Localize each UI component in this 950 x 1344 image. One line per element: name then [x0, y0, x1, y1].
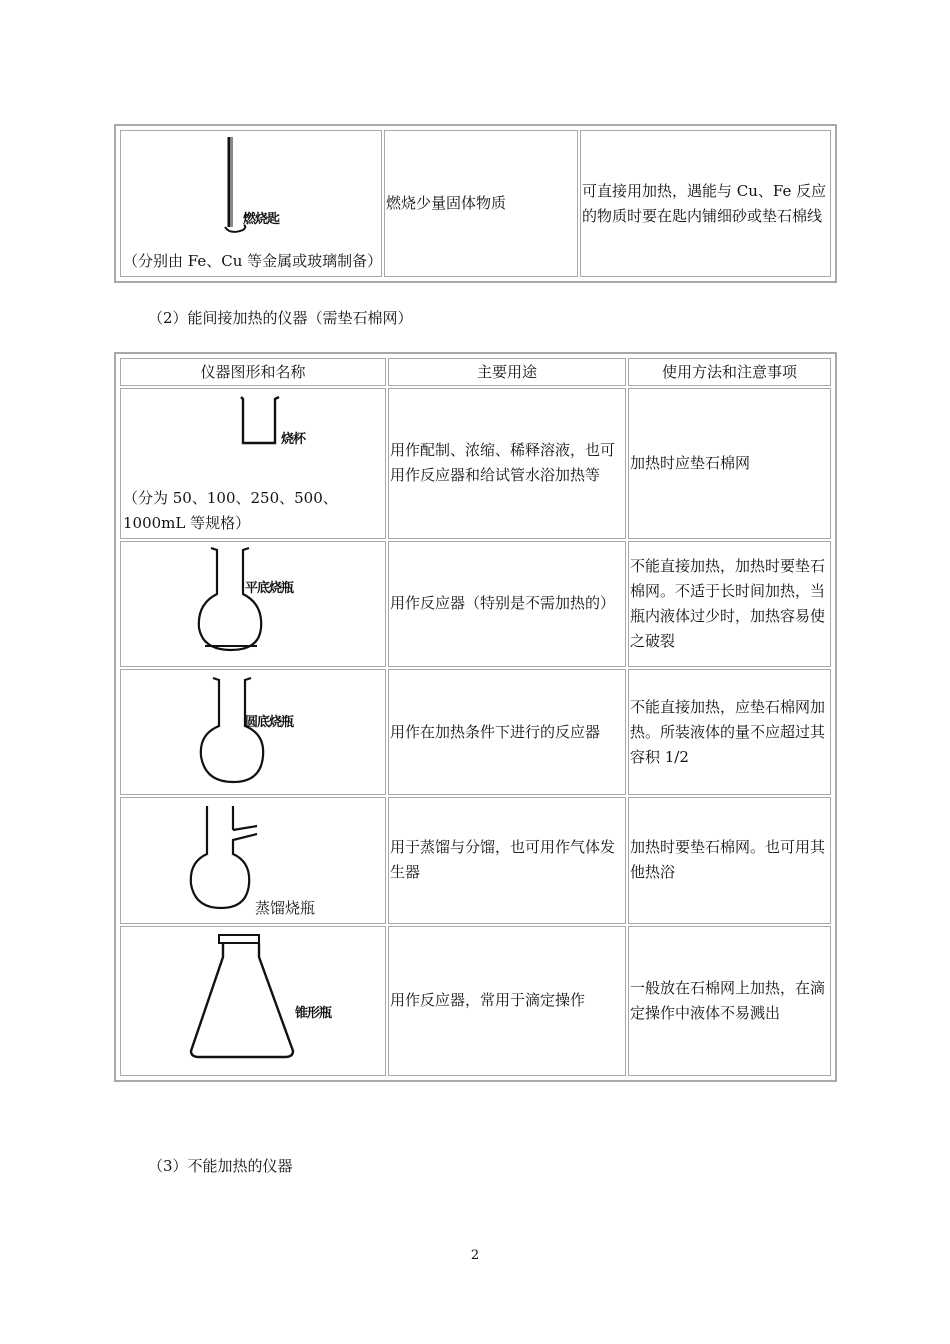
instrument-caption: （分别由 Fe、Cu 等金属或玻璃制备）	[123, 252, 383, 270]
notes-cell: 加热时要垫石棉网。也可用其他热浴	[628, 797, 831, 923]
instrument-label: 烧杯	[281, 432, 306, 448]
notes-cell: 一般放在石棉网上加热，在滴定操作中液体不易溅出	[628, 926, 831, 1076]
table-row	[120, 541, 831, 667]
table-combustion-spoon	[114, 124, 837, 283]
header-notes: 使用方法和注意事项	[628, 358, 831, 386]
instrument-cell	[120, 541, 386, 667]
table-indirect-heating	[114, 352, 837, 1082]
instrument-cell	[120, 130, 382, 277]
table-header-row	[120, 358, 831, 386]
section-heading-2: （2）能间接加热的仪器（需垫石棉网）	[148, 309, 413, 327]
table-row	[120, 669, 831, 795]
notes-cell: 不能直接加热，加热时要垫石棉网。不适于长时间加热，当瓶内液体过少时，加热容易使之破裂	[628, 541, 831, 667]
use-cell: 燃烧少量固体物质	[384, 130, 578, 277]
instrument-caption: （分为 50、100、250、500、1000mL 等规格）	[123, 488, 338, 532]
instrument-cell	[120, 669, 386, 795]
header-use: 主要用途	[388, 358, 626, 386]
use-cell: 用作配制、浓缩、稀释溶液，也可用作反应器和给试管水浴加热等	[388, 388, 626, 538]
table-row	[120, 130, 831, 277]
notes-cell: 加热时应垫石棉网	[628, 388, 831, 538]
table-row	[120, 797, 831, 923]
instrument-label: 燃烧匙	[243, 212, 280, 227]
notes-cell: 可直接用加热，遇能与 Cu、Fe 反应的物质时要在匙内铺细砂或垫石棉线	[580, 130, 831, 277]
instrument-cell	[120, 388, 386, 538]
use-cell: 用作在加热条件下进行的反应器	[388, 669, 626, 795]
beaker-icon	[235, 393, 285, 449]
instrument-cell	[120, 926, 386, 1076]
notes-cell: 不能直接加热，应垫石棉网加热。所装液体的量不应超过其容积 1/2	[628, 669, 831, 795]
use-cell: 用于蒸馏与分馏，也可用作气体发生器	[388, 797, 626, 923]
header-instrument: 仪器图形和名称	[120, 358, 386, 386]
instrument-label: 锥形瓶	[295, 1005, 332, 1021]
table-row	[120, 926, 831, 1076]
use-cell: 用作反应器，常用于滴定操作	[388, 926, 626, 1076]
use-cell: 用作反应器（特别是不需加热的）	[388, 541, 626, 667]
instrument-label: 蒸馏烧瓶	[255, 898, 316, 917]
instrument-label: 平底烧瓶	[245, 580, 294, 596]
instrument-label: 圆底烧瓶	[245, 714, 294, 730]
flat-bottom-flask-icon	[195, 546, 265, 656]
page-number: 2	[470, 1248, 480, 1263]
erlenmeyer-flask-icon	[187, 933, 297, 1063]
table-row	[120, 388, 831, 538]
instrument-cell	[120, 797, 386, 923]
section-heading-3: （3）不能加热的仪器	[148, 1157, 293, 1175]
